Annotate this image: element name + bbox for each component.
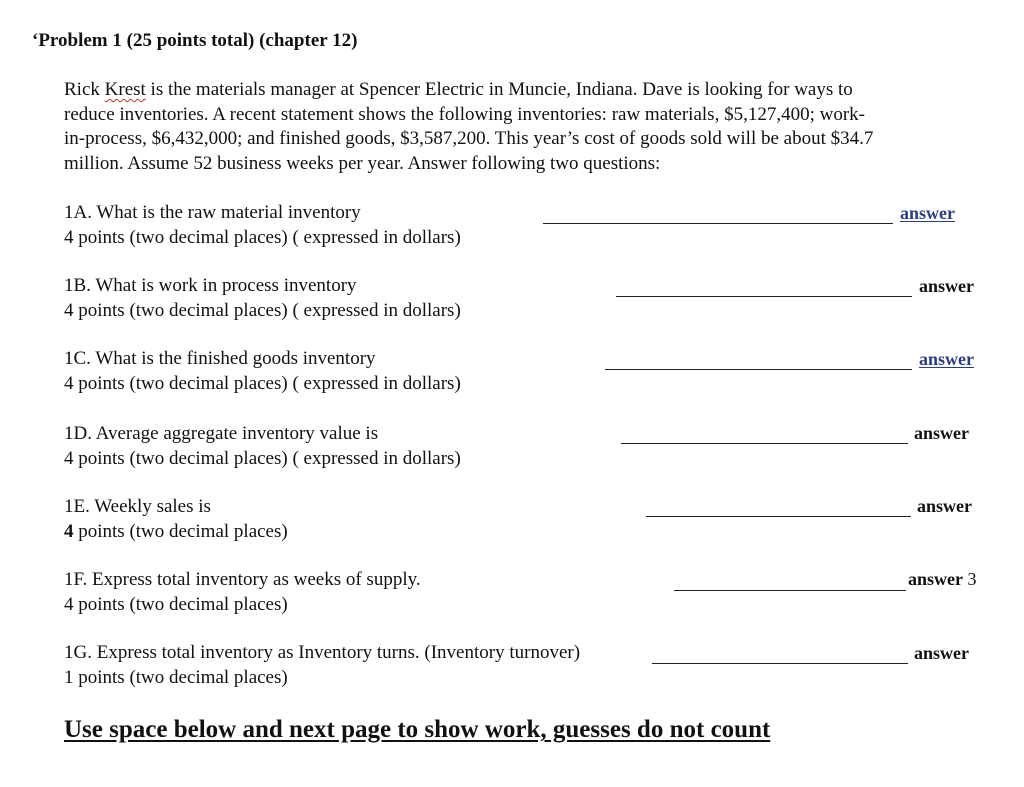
answer-text: answer: [908, 569, 963, 589]
answer-blank-1e[interactable]: [646, 516, 911, 517]
answer-label-1b: answer: [919, 276, 974, 296]
question-1f: [64, 568, 421, 617]
points-detail: points (two decimal places): [73, 520, 288, 542]
question-1g: [64, 641, 580, 690]
statement-line-3: in-process, $6,432,000; and finished goods, $3,587,200. This year’s cost of goods sold will be about $34.7: [64, 128, 874, 149]
question-points: 4 points (two decimal places) ( expressed in dollars): [64, 226, 461, 248]
statement-line-4: million. Assume 52 business weeks per year. Answer following two questions:: [64, 152, 661, 174]
answer-label-1e: answer: [917, 496, 972, 516]
question-1a: [64, 201, 461, 250]
question-1e: [64, 495, 288, 544]
work-instruction: Use space below and next page to show work, guesses do not count: [64, 716, 771, 743]
question-text: 1G. Express total inventory as Inventory turns. (Inventory turnover): [64, 642, 581, 663]
question-text: 1A. What is the raw material inventory: [64, 202, 361, 223]
answer-blank-1d[interactable]: [621, 443, 908, 444]
answer-label-1d: answer: [914, 423, 969, 443]
answer-link-1c[interactable]: answer: [919, 349, 974, 369]
problem-statement: [64, 78, 994, 176]
question-points: 4 points (two decimal places): [64, 593, 288, 615]
answer-label-1g: answer: [914, 643, 969, 663]
statement-line-1: [64, 78, 994, 103]
question-points: [64, 520, 288, 545]
question-text: 1E. Weekly sales is: [64, 496, 211, 517]
question-points: 4 points (two decimal places) ( expressed in dollars): [64, 372, 461, 394]
answer-blank-1a[interactable]: [543, 223, 893, 224]
question-points: 1 points (two decimal places): [64, 666, 288, 688]
answer-suffix: 3: [963, 569, 977, 589]
question-1c: [64, 347, 461, 396]
answer-blank-1g[interactable]: [652, 663, 908, 664]
question-points: 4 points (two decimal places) ( expressed in dollars): [64, 299, 461, 321]
question-text: 1D. Average aggregate inventory value is: [64, 423, 379, 444]
answer-blank-1f[interactable]: [674, 590, 906, 591]
answer-link-1a[interactable]: answer: [900, 203, 955, 223]
question-text: 1B. What is work in process inventory: [64, 275, 357, 296]
question-text: 1F. Express total inventory as weeks of supply.: [64, 569, 421, 590]
points-number: 4: [64, 520, 74, 542]
question-1b: [64, 274, 461, 323]
answer-blank-1c[interactable]: [605, 369, 912, 370]
problem-title: ‘Problem 1 (25 points total) (chapter 12): [32, 30, 358, 51]
answer-label-1f: [908, 569, 977, 590]
statement-text: is the materials manager at Spencer Electric in Muncie, Indiana. Dave is looking for ways to: [145, 79, 853, 100]
question-points: 4 points (two decimal places) ( expressed in dollars): [64, 447, 461, 469]
question-text: 1C. What is the finished goods inventory: [64, 348, 376, 369]
statement-line-2: reduce inventories. A recent statement shows the following inventories: raw materials, $5,127,400; work-: [64, 103, 865, 125]
answer-blank-1b[interactable]: [616, 296, 912, 297]
question-1d: [64, 422, 461, 471]
spellcheck-flagged-name: Krest: [104, 79, 146, 100]
statement-text: Rick: [64, 79, 105, 100]
